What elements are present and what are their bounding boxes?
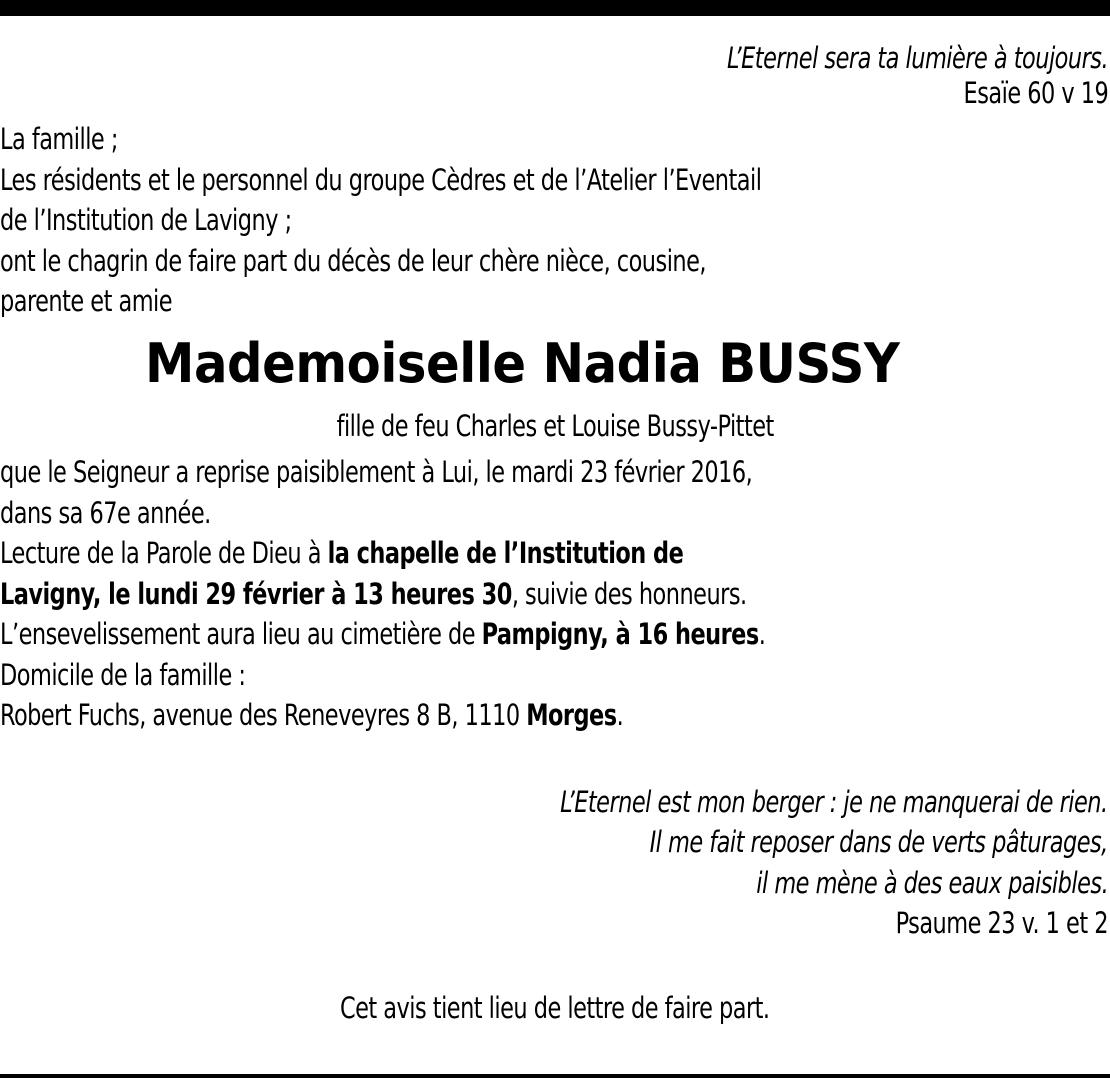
announcer-line: Les résidents et le personnel du groupe Cèdres et de l’Atelier l’Eventail: [0, 162, 762, 197]
address-suffix: .: [616, 698, 624, 732]
closing-verse-reference: Psaume 23 v. 1 et 2: [895, 906, 1108, 940]
service-prefix: Lecture de la Parole de Dieu à: [0, 536, 328, 570]
epigraph-quote: L’Eternel sera ta lumière à toujours.: [726, 41, 1108, 75]
announcer-line: de l’Institution de Lavigny ;: [0, 203, 292, 237]
service-location: la chapelle de l’Institution de: [327, 536, 684, 570]
top-rule: [0, 0, 1110, 16]
death-line: que le Seigneur a reprise paisiblement à Lui, le mardi 23 février 2016,: [0, 455, 753, 489]
announcer-line: ont le chagrin de faire part du décès de leur chère nièce, cousine,: [0, 243, 707, 278]
address-prefix: Robert Fuchs, avenue des Reneveyres 8 B, 1110: [0, 698, 527, 732]
bottom-rule: [0, 1074, 1110, 1078]
service-suffix: , suivie des honneurs.: [511, 576, 747, 611]
address-city: Morges: [526, 698, 617, 732]
address-line: [0, 695, 1110, 736]
obituary-notice: [0, 38, 1110, 1028]
service-line: [0, 533, 1110, 574]
burial-line: [0, 614, 1110, 655]
epigraph-reference: Esaïe 60 v 19: [963, 75, 1108, 110]
deceased-name: Mademoiselle Nadia BUSSY: [144, 331, 900, 395]
announcer-line: parente et amie: [0, 284, 173, 318]
burial-suffix: .: [758, 617, 766, 651]
closing-verse-line: il me mène à des eaux paisibles.: [756, 865, 1108, 900]
burial-place-time: Pampigny, à 16 heures: [481, 617, 759, 651]
domicile-label: Domicile de la famille :: [0, 657, 246, 692]
death-line: dans sa 67e année.: [0, 495, 211, 530]
burial-prefix: L’ensevelissement aura lieu au cimetière de: [0, 617, 482, 651]
announcer-line: La famille ;: [0, 122, 118, 156]
closing-verse-line: L’Eternel est mon berger : je ne manquerai de rien.: [560, 784, 1108, 819]
footer-note: Cet avis tient lieu de lettre de faire part.: [340, 990, 770, 1025]
closing-verse-line: Il me fait reposer dans de verts pâturages,: [649, 825, 1108, 859]
service-datetime: Lavigny, le lundi 29 février à 13 heures 30: [0, 576, 512, 611]
service-line: [0, 574, 1110, 615]
deceased-parents: fille de feu Charles et Louise Bussy-Pittet: [336, 408, 774, 443]
